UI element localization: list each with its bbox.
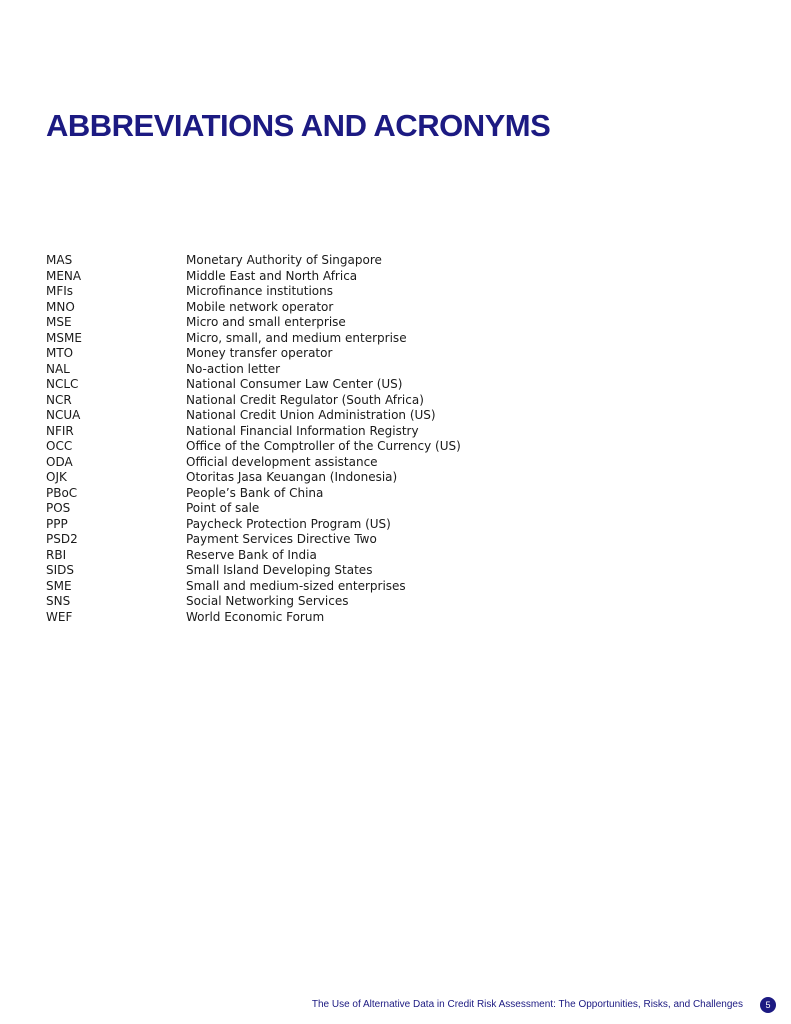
- abbreviation-term: MSE: [46, 315, 72, 329]
- abbreviation-definition: Small Island Developing States: [186, 563, 373, 577]
- page-title: ABBREVIATIONS AND ACRONYMS: [46, 108, 551, 143]
- abbreviation-row: [46, 517, 696, 533]
- abbreviation-definition: Microfinance institutions: [186, 284, 333, 298]
- abbreviation-row: [46, 253, 696, 269]
- abbreviation-row: [46, 594, 696, 610]
- abbreviation-row: [46, 315, 696, 331]
- abbreviation-definition: Otoritas Jasa Keuangan (Indonesia): [186, 470, 398, 484]
- abbreviation-term: POS: [46, 501, 71, 515]
- abbreviation-term: SME: [46, 578, 72, 593]
- abbreviation-definition: Micro, small, and medium enterprise: [186, 330, 407, 345]
- abbreviation-definition: Mobile network operator: [186, 299, 334, 314]
- abbreviation-row: [46, 548, 696, 564]
- abbreviation-list: [46, 253, 696, 625]
- abbreviation-row: [46, 331, 696, 347]
- abbreviation-row: [46, 486, 696, 502]
- abbreviation-definition: National Credit Union Administration (US): [186, 408, 436, 422]
- abbreviation-term: MENA: [46, 268, 82, 283]
- abbreviation-definition: People’s Bank of China: [186, 485, 324, 500]
- abbreviation-term: OCC: [46, 439, 73, 453]
- abbreviation-term: MTO: [46, 346, 74, 360]
- abbreviation-row: [46, 439, 696, 455]
- abbreviation-row: [46, 269, 696, 285]
- abbreviation-term: SIDS: [46, 563, 75, 577]
- abbreviation-definition: Office of the Comptroller of the Currency (US): [186, 439, 461, 453]
- abbreviation-definition: Paycheck Protection Program (US): [186, 516, 391, 531]
- page-number-badge: 5: [760, 997, 776, 1013]
- abbreviation-row: [46, 393, 696, 409]
- abbreviation-row: [46, 610, 696, 626]
- abbreviation-definition: Small and medium-sized enterprises: [186, 578, 406, 593]
- abbreviation-definition: National Credit Regulator (South Africa): [186, 392, 424, 407]
- abbreviation-term: OJK: [46, 470, 67, 484]
- abbreviation-row: [46, 362, 696, 378]
- abbreviation-term: NCUA: [46, 408, 81, 422]
- abbreviation-definition: National Consumer Law Center (US): [186, 377, 403, 391]
- abbreviation-term: MAS: [46, 253, 73, 267]
- abbreviation-term: SNS: [46, 594, 71, 608]
- abbreviation-definition: Payment Services Directive Two: [186, 532, 377, 546]
- abbreviation-definition: Micro and small enterprise: [186, 315, 346, 329]
- abbreviation-row: [46, 424, 696, 440]
- abbreviation-definition: National Financial Information Registry: [186, 423, 419, 438]
- abbreviation-term: NCR: [46, 392, 72, 407]
- abbreviation-row: [46, 532, 696, 548]
- abbreviation-row: [46, 346, 696, 362]
- abbreviation-definition: Social Networking Services: [186, 594, 349, 608]
- abbreviation-definition: Money transfer operator: [186, 346, 333, 360]
- abbreviation-term: PPP: [46, 516, 68, 531]
- abbreviation-term: WEF: [46, 609, 73, 624]
- abbreviation-definition: No-action letter: [186, 361, 281, 376]
- abbreviation-row: [46, 470, 696, 486]
- abbreviation-row: [46, 377, 696, 393]
- abbreviation-term: PSD2: [46, 532, 78, 546]
- abbreviation-row: [46, 501, 696, 517]
- abbreviation-term: PBoC: [46, 485, 78, 500]
- abbreviation-definition: Monetary Authority of Singapore: [186, 253, 382, 267]
- abbreviation-definition: World Economic Forum: [186, 609, 325, 624]
- abbreviation-definition: Middle East and North Africa: [186, 268, 358, 283]
- abbreviation-term: MSME: [46, 330, 82, 345]
- abbreviation-term: ODA: [46, 454, 73, 469]
- abbreviation-definition: Official development assistance: [186, 454, 378, 469]
- abbreviation-term: NAL: [46, 361, 70, 376]
- abbreviation-row: [46, 300, 696, 316]
- abbreviation-row: [46, 408, 696, 424]
- abbreviation-row: [46, 563, 696, 579]
- abbreviation-term: RBI: [46, 547, 67, 562]
- abbreviation-term: MFIs: [46, 284, 74, 298]
- abbreviation-definition: Reserve Bank of India: [186, 547, 317, 562]
- footer-document-title: The Use of Alternative Data in Credit Risk Assessment: The Opportunities, Risks, and Challenges: [311, 999, 743, 1010]
- abbreviation-row: [46, 455, 696, 471]
- abbreviation-term: MNO: [46, 299, 75, 314]
- abbreviation-row: [46, 579, 696, 595]
- abbreviation-row: [46, 284, 696, 300]
- abbreviation-term: NFIR: [46, 423, 74, 438]
- abbreviation-definition: Point of sale: [186, 501, 260, 515]
- abbreviation-term: NCLC: [46, 377, 79, 391]
